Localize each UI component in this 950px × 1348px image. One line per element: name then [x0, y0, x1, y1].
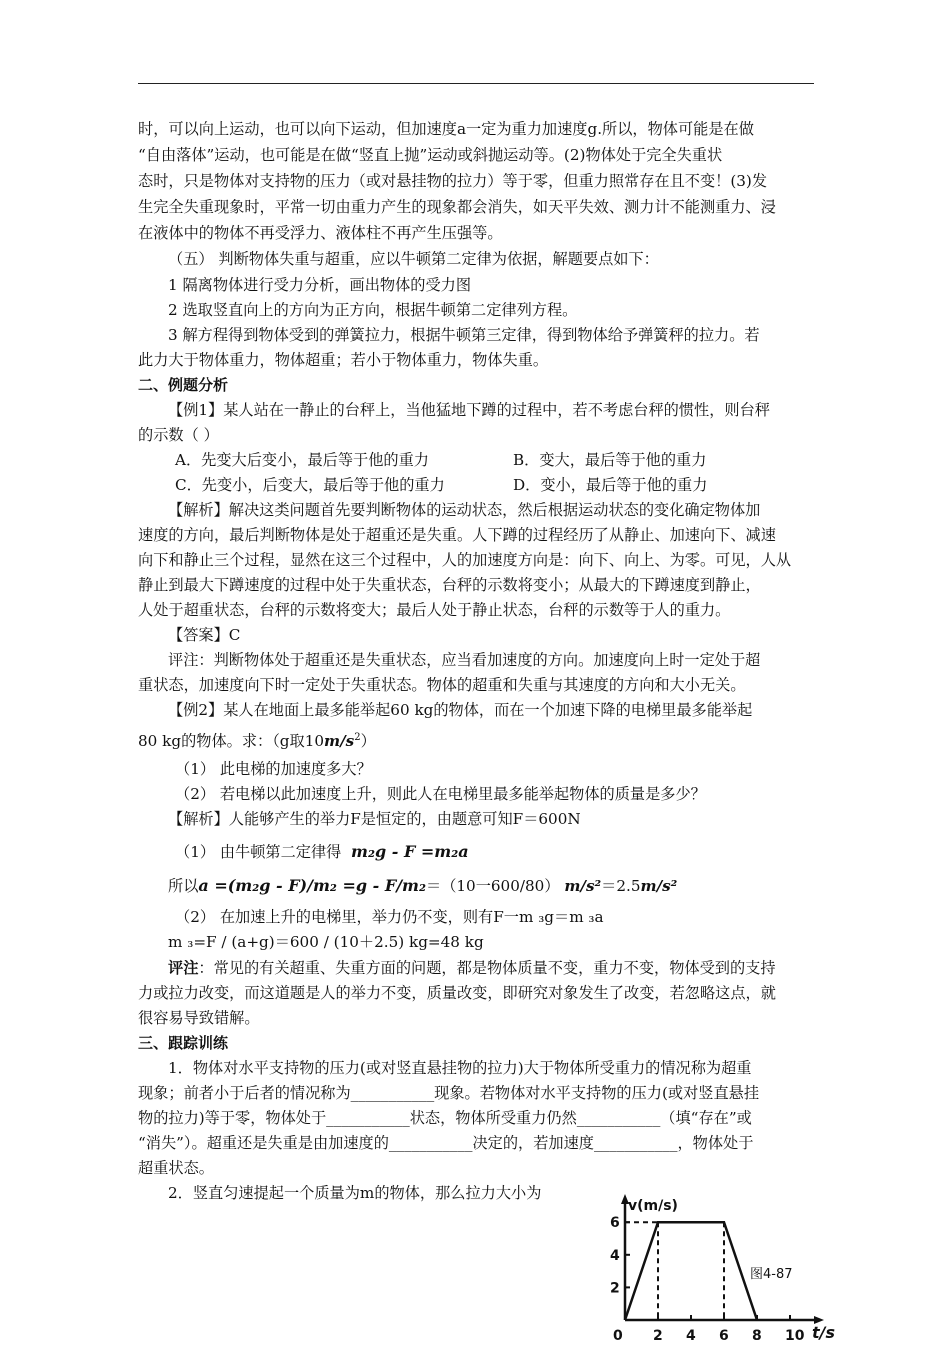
text-line: 3 解方程得到物体受到的弹簧拉力，根据牛顿第三定律，得到物体给予弹簧秤的拉力。若 [168, 326, 760, 344]
equation: m₂g - F =m₂a [351, 842, 469, 861]
velocity-time-graph [600, 1192, 850, 1344]
comment-line: 力或拉力改变，而这道题是人的举力不变，质量改变，即研究对象发生了改变，若忽略这点，就 [138, 984, 776, 1002]
example-2-text: 80 kg的物体。求：（g取10 [138, 732, 325, 751]
answer-line: 【答案】C [168, 626, 241, 644]
y-tick-label: 2 [610, 1280, 620, 1297]
solution-text: 所以 [168, 877, 199, 895]
analysis-line: 静止到最大下蹲速度的过程中处于失重状态，台秤的示数将变小；从最大的下蹲速度到静止， [138, 576, 761, 594]
solution-text: ＝（10一600/80） [426, 877, 560, 895]
exercise-line: “消失”）。超重还是失重是由加速度的___________决定的，若加速度___________，物体处于 [138, 1134, 754, 1152]
y-tick-label: 6 [610, 1215, 620, 1232]
graph-svg [600, 1192, 850, 1344]
question-line: （2） 若电梯以此加速度上升，则此人在电梯里最多能举起物体的质量是多少？ [175, 785, 706, 803]
text-line: 此力大于物体重力，物体超重；若小于物体重力，物体失重。 [138, 351, 549, 369]
x-tick-label: 2 [653, 1328, 663, 1344]
text-line: （五） 判断物体失重与超重，应以牛顿第二定律为依据，解题要点如下： [168, 250, 659, 268]
example-1-stem: 的示数（ ） [138, 426, 219, 444]
option-c: C．先变小，后变大，最后等于他的重力 [175, 476, 445, 494]
analysis-line: 【解析】解决这类问题首先要判断物体的运动状态，然后根据运动状态的变化确定物体加 [168, 501, 761, 519]
comment-text: ：常见的有关超重、失重方面的问题，都是物体质量不变，重力不变，物体受到的支持 [198, 959, 776, 977]
text-line: 2 选取竖直向上的方向为正方向，根据牛顿第二定律列方程。 [168, 301, 578, 319]
example-2-text: ） [360, 732, 376, 751]
text-line: 态时，只是物体对支持物的压力（或对悬挂物的拉力）等于零，但重力照常存在且不变！(3)发 [138, 172, 768, 190]
solution-line: m ₃=F / (a+g)＝600 / (10＋2.5) kg=48 kg [168, 933, 484, 951]
x-tick-label: 8 [752, 1328, 762, 1344]
x-tick-label: 4 [686, 1328, 696, 1344]
unit: m/s² [564, 877, 602, 895]
y-tick-label: 4 [610, 1247, 620, 1264]
exercise-line: 2．竖直匀速提起一个质量为m的物体，那么拉力大小为 [168, 1184, 542, 1202]
comment-line [168, 956, 818, 980]
exercise-line: 现象；前者小于后者的情况称为___________现象。若物体对水平支持物的压力(或对竖直悬挂 [138, 1084, 760, 1102]
solution-text: ＝2.5 [601, 877, 641, 895]
text-line: 在液体中的物体不再受浮力、液体柱不再产生压强等。 [138, 224, 503, 242]
unit: m/s² [640, 877, 678, 895]
x-tick-label: 0 [613, 1328, 623, 1344]
comment-line: 很容易导致错解。 [138, 1009, 260, 1027]
example-1-stem: 【例1】某人站在一静止的台秤上，当他猛地下蹲的过程中，若不考虑台秤的惯性，则台秤 [168, 401, 770, 419]
text-line: 生完全失重现象时，平常一切由重力产生的现象都会消失，如天平失效、测力计不能测重力、浸 [138, 198, 776, 216]
guides [625, 1222, 724, 1320]
section-heading: 三、跟踪训练 [138, 1034, 229, 1052]
equation: a =(m₂g - F)/m₂ =g - F/m₂ [198, 876, 426, 895]
comment-line: 评注：判断物体处于超重还是失重状态，应当看加速度的方向。加速度向上时一定处于超 [168, 651, 761, 669]
example-2-stem: 【例2】某人在地面上最多能举起60 kg的物体，而在一个加速下降的电梯里最多能举起 [168, 701, 753, 719]
series [625, 1222, 757, 1320]
example-2-stem: 80 kg的物体。求：（g取$10m/s^2$） [138, 732, 376, 751]
y-axis-label: v(m/s) [628, 1198, 678, 1214]
analysis-line: 向下和静止三个过程，显然在这三个过程中，人的加速度方向是：向下、向上、为零。可见，人从 [138, 551, 792, 569]
analysis-line: 人处于超重状态，台秤的示数将变大；最后人处于静止状态，台秤的示数等于人的重力。 [138, 601, 731, 619]
solution-line: 【解析】人能够产生的举力F是恒定的，由题意可知F＝600N [168, 810, 581, 828]
figure-caption: 图4-87 [750, 1267, 793, 1282]
solution-text: （1） 由牛顿第二定律得 [175, 843, 342, 861]
text-line: “自由落体”运动，也可能是在做“竖直上抛”运动或斜抛运动等。(2)物体处于完全失重状 [138, 146, 723, 164]
text-line: 1 隔离物体进行受力分析，画出物体的受力图 [168, 276, 472, 294]
analysis-line: 速度的方向，最后判断物体是处于超重还是失重。人下蹲的过程经历了从静止、加速向下、减速 [138, 526, 776, 544]
solution-line [175, 840, 815, 864]
x-tick-label: 6 [719, 1328, 729, 1344]
comment-line: 重状态，加速度向下时一定处于失重状态。物体的超重和失重与其速度的方向和大小无关。 [138, 676, 746, 694]
option-d: D．变小，最后等于他的重力 [513, 476, 708, 494]
solution-line [168, 874, 818, 898]
exercise-line: 1．物体对水平支持物的压力(或对竖直悬挂物的拉力)大于物体所受重力的情况称为超重 [168, 1059, 752, 1077]
header-rule [138, 83, 814, 84]
velocity-line [625, 1222, 757, 1320]
x-axis-label: t/s [812, 1323, 836, 1342]
text-line: 时，可以向上运动，也可以向下运动，但加速度a一定为重力加速度g.所以，物体可能是在做 [138, 120, 754, 138]
x-tick-label: 10 [785, 1328, 805, 1344]
solution-line: （2） 在加速上升的电梯里，举力仍不变，则有F一m ₃g＝m ₃a [175, 908, 604, 926]
question-line: （1） 此电梯的加速度多大？ [175, 760, 372, 778]
option-a: A．先变大后变小，最后等于他的重力 [175, 451, 429, 469]
unit: m/s [324, 732, 355, 751]
section-heading: 二、例题分析 [138, 376, 229, 394]
exercise-line: 超重状态。 [138, 1159, 214, 1177]
exercise-line: 物的拉力)等于零，物体处于___________状态，物体所受重力仍然___________（填“存在”或 [138, 1109, 752, 1127]
comment-label: 评注 [168, 959, 199, 977]
option-b: B．变大，最后等于他的重力 [513, 451, 707, 469]
